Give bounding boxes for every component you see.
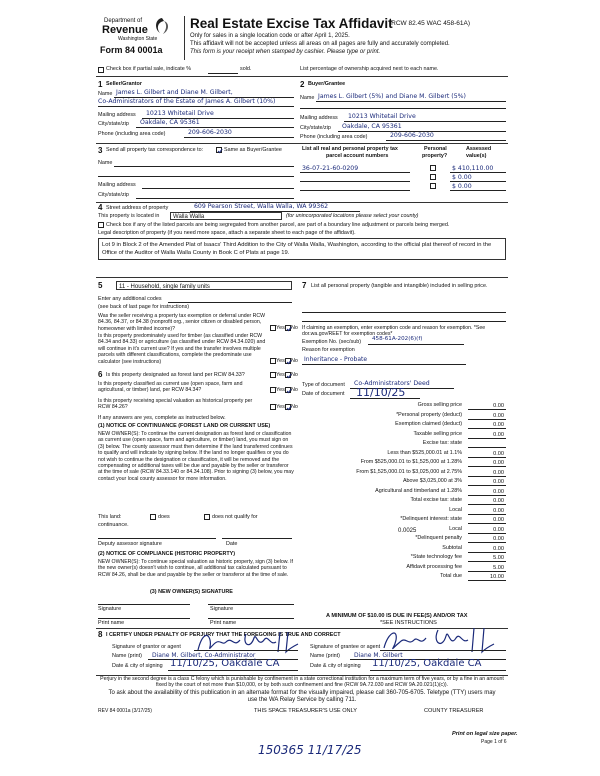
section7-heading: List all personal property (tangible and intangible) included in selling price. [311, 283, 488, 289]
same-as-buyer-checkbox[interactable] [216, 147, 222, 153]
tax-row-label: Local [449, 506, 462, 513]
section4-num: 4 [98, 203, 103, 212]
seller-city-label: City/state/zip [98, 121, 129, 127]
tax-row-value[interactable]: 0.00 [493, 479, 504, 485]
q2-yes-label: Yes [276, 358, 285, 364]
answer-note: If any answers are yes, complete as instructed below. [98, 415, 226, 421]
q2-no-label: No [291, 358, 298, 364]
grantor-name-label: Name (print) [112, 653, 142, 659]
personal-heading-2: property? [422, 153, 448, 159]
local-rate: 0.0025 [398, 528, 417, 534]
treasurer-use-only: THIS SPACE TREASURER'S USE ONLY [254, 708, 358, 714]
dept-line3: Washington State [118, 36, 158, 42]
tax-row-value[interactable]: 0.00 [493, 469, 504, 476]
legal-label: Legal description of property (if you need more space, attach a separate sheet to each page of the affidavit). [98, 230, 356, 236]
grantee-date[interactable]: 11/10/25, Oakdale CA [372, 658, 482, 669]
revision-number: REV 84 0001a (3/17/25) [98, 708, 152, 714]
tax-row-label: Agricultural and timberland at 1.28% [375, 487, 462, 494]
tax-row-label: Less than $525,000.01 at 1.1% [387, 449, 462, 456]
list-percentage-note: List percentage of ownership acquired next to each name. [300, 66, 439, 72]
assessed-value-2[interactable]: $ 0.00 [452, 174, 472, 181]
tax-row-label: Excise tax: state [422, 440, 462, 446]
tax-row-label: Affidavit processing fee [406, 563, 462, 570]
legal-paper-note: Print on legal size paper. [452, 731, 518, 737]
tax-row-label: *Personal property (deduct) [396, 411, 462, 418]
located-note: (for unincorporated locations please select your county) [286, 213, 419, 219]
forest-yes-label: Yes [276, 372, 285, 378]
tax-row-value[interactable]: 0.00 [493, 460, 504, 466]
seller-name-line2[interactable]: Co-Administrators of the Estate of James A. Gilbert (10%) [98, 98, 276, 105]
tax-row-label: Subtotal [442, 544, 462, 551]
grantor-name[interactable]: Diane M. Gilbert, Co-Administrator [152, 652, 256, 659]
tax-row-value[interactable]: 0.00 [493, 488, 504, 495]
tax-row-label: From $525,000.01 to $1,525,000 at 1.28% [360, 459, 462, 465]
section3-heading: Send all property tax correspondence to: [106, 147, 204, 153]
perjury-statement: Perjury in the second degree is a class C felony which is punishable by confinement in a state correctional institution for a maximum term of five years, or by a fine in an amount fixed by the court of not more than $10,000, or by both such confinement and fine (RCW 9A.72.030 and RCW 9A.20.021(1)(c)). [100, 676, 504, 688]
dept-line1: Department of [104, 18, 143, 24]
tax-row-value[interactable]: 10.00 [490, 574, 504, 580]
street-address[interactable]: 609 Pearson Street, Walla Walla, WA 99362 [194, 203, 329, 210]
buyer-name-line1[interactable]: James L. Gilbert (5%) and Diane M. Gilbert (5%) [318, 93, 466, 100]
tax-row-value[interactable]: 0.00 [493, 450, 504, 457]
section5-num: 5 [98, 281, 103, 290]
personal-property-checkbox-1[interactable] [430, 165, 436, 171]
tax-row-value[interactable]: 5.00 [493, 564, 504, 571]
seller-phone-label: Phone (including area code) [98, 131, 166, 137]
tax-row-label: From $1,525,000.01 to $3,025,000 at 2.75% [356, 468, 462, 475]
form-number: Form 84 0001a [100, 45, 163, 55]
seller-city[interactable]: Oakdale, CA 95361 [140, 119, 200, 126]
tax-row-value[interactable]: 5.00 [493, 555, 504, 561]
grantor-date[interactable]: 11/10/25, Oakdale CA [170, 658, 280, 669]
notice3-heading: (3) NEW OWNER(S) SIGNATURE [150, 589, 233, 595]
grantee-signature-label: Signature of grantee or agent [310, 644, 381, 650]
dor-swoosh-icon [152, 16, 172, 38]
does-label: does [158, 514, 170, 520]
tax-row-label: *Delinquent interest: state [400, 516, 462, 522]
assessed-value-3[interactable]: $ 0.00 [452, 183, 472, 190]
seller-mail-label: Mailing address [98, 112, 136, 118]
buyer-city-label: City/state/zip [300, 125, 331, 131]
legal-description: Lot 9 in Block 2 of the Amended Plat of Isaacs' Third Addition to the City of Walla Walla, Washington, according to the official plat thereof of record in the Office of the Auditor of Walla Walla County in Book C of Plats at page 19. [102, 242, 492, 256]
partial-sold: sold. [240, 66, 252, 72]
section6-q1: Is this property designated as forest land per RCW 84.33? [106, 372, 245, 378]
grantor-date-label: Date & city of signing [112, 663, 163, 669]
certify-statement: I CERTIFY UNDER PENALTY OF PERJURY THAT THE FOREGOING IS TRUE AND CORRECT [106, 632, 341, 638]
parcel-heading-2: parcel account numbers [326, 153, 389, 159]
recording-stamp: 150365 11/17/25 [258, 743, 362, 757]
tax-row-value[interactable]: 0.00 [493, 431, 504, 438]
doc-date[interactable]: 11/10/25 [356, 386, 406, 399]
q1-yes-label: Yes [276, 325, 285, 331]
exemption-note: If claiming an exemption, enter exemption code and reason for exemption. *See dor.wa.gov/REET for exemption codes* [302, 325, 486, 338]
buyer-phone-label: Phone (including area code) [300, 134, 368, 140]
seller-mail[interactable]: 10213 Whitetail Drive [146, 110, 214, 117]
assessed-value-1[interactable]: $ 410,110.00 [452, 165, 494, 172]
buyer-num: 2 [300, 80, 305, 89]
tax-row-value[interactable]: 0.00 [493, 536, 504, 542]
this-land-label: This land: [98, 514, 122, 520]
assessed-heading-1: Assessed [466, 146, 492, 152]
exemption-reason-label: Reason for exemption [302, 347, 355, 353]
tax-row-label: *State technology fee [410, 554, 462, 560]
partial-sale-checkbox[interactable] [98, 67, 104, 73]
does-not-label: does not qualify for [212, 514, 258, 520]
section5-q2: Is this property predominately used for timber (as classified under RCW 84.34 and 84.33) or agriculture (as classified under RCW 84.34.020) and will continue in it's current use? If yes and the transfer involves multiple parcels with different classifications, complete the predominate use calculator (see instructions) [98, 333, 266, 365]
see-back-label: (see back of last page for instructions) [98, 304, 190, 310]
notice2-text: NEW OWNER(S): To continue special valuation as historic property, sign (3) below. If the new owner(s) doesn't wish to continue, all additional tax calculated pursuant to RCW 84.26, shall be due and payable by the seller or transferor at the time of sale. [98, 559, 293, 578]
located-select[interactable] [170, 212, 282, 220]
section5-q1: Was the seller receiving a property tax exemption or deferral under RCW 84.36, 84.37, or 84.38 (nonprofit org., senior citizen or disabled person, homeowner with limited income)? [98, 313, 266, 332]
tax-row-value[interactable]: 0.00 [493, 403, 504, 409]
section6-q2: Is this property classified as current use (open space, farm and agricultural, or timber) land, per RCW 84.34? [98, 381, 243, 394]
exemption-number[interactable]: 458-61A-202(6)(f) [372, 336, 423, 342]
tax-row-label: Taxable selling price [413, 430, 462, 437]
note-1: Only for sales in a single location code or after April 1, 2025. [190, 33, 350, 39]
tax-row-label: *Delinquent penalty [415, 535, 462, 541]
section3-mail-label: Mailing address [98, 182, 136, 188]
notice1-heading: (1) NOTICE OF CONTINUANCE (FOREST LAND OR CURRENT USE) [98, 423, 271, 429]
notice1-text: NEW OWNER(S): To continue the current designation as forest land or classification as current use (open space, farm and agriculture, or timber) land, you must sign on (3) below. The county assessor must then determine if the land transferred continues to qualify and will indicate by signing below. If the land no longer qualifies or you do not wish to continue the designation or classification, it will be removed and the compensating or additional taxes will be due and payable by the seller or transferor at the time of sale (RCW 84.33.140 or 84.34.108). Prior to signing (3) below, you may contact your local county assessor for more information. [98, 431, 294, 482]
does-not-qualify-checkbox[interactable] [204, 514, 210, 520]
county-treasurer: COUNTY TREASURER [424, 708, 484, 714]
deputy-date-label: Date [226, 541, 238, 547]
tax-row-label: Exemption claimed (deduct) [395, 421, 462, 427]
section3-name-label: Name [98, 160, 113, 166]
section3-city-label: City/state/zip [98, 192, 129, 198]
historic-no-label: No [291, 404, 298, 410]
exemption-number-label: Exemption No. (sec/sub) [302, 339, 362, 345]
segregated-label: Check box if any of the listed parcels are being segregated from another parcel, are part of a boundary line adjustment or parcels being merged. [106, 222, 450, 228]
section6-q3: Is this property receiving special valuation as historical property per RCW 84.26? [98, 398, 253, 411]
deputy-signature-label: Deputy assessor signature [98, 541, 162, 547]
personal-property-checkbox-2[interactable] [430, 174, 436, 180]
check-mark-icon [217, 148, 223, 154]
parcel-heading-1: List all real and personal property tax [302, 146, 398, 152]
buyer-heading: Buyer/Grantee [308, 81, 346, 87]
form-title: Real Estate Excise Tax Affidavit [190, 16, 393, 31]
segregated-checkbox[interactable] [98, 222, 104, 228]
doc-type[interactable]: Co-Administrators' Deed [354, 380, 430, 387]
buyer-mail[interactable]: 10213 Whitetail Drive [348, 113, 416, 120]
seller-num: 1 [98, 80, 103, 89]
historic-yes-label: Yes [276, 404, 285, 410]
owner-signature-label-1: Signature [98, 606, 122, 612]
notice2-heading: (2) NOTICE OF COMPLIANCE (HISTORIC PROPERTY) [98, 551, 236, 557]
dor-logo [98, 16, 180, 62]
tax-row-label: Gross selling price [417, 402, 462, 408]
form-rcw: (RCW 82.45 WAC 458-61A) [389, 20, 471, 27]
personal-property-checkbox-3[interactable] [430, 183, 436, 189]
tax-row-label: Total due [440, 573, 462, 579]
section6-num: 6 [98, 370, 103, 379]
owner-signature-label-2: Signature [210, 606, 234, 612]
tax-row-value[interactable]: 0.00 [493, 526, 504, 533]
continuance-label: continuance. [98, 522, 129, 528]
current-use-yes-label: Yes [276, 387, 285, 393]
minimum-due-note: A MINIMUM OF $10.00 IS DUE IN FEE(S) AND/OR TAX [326, 613, 468, 619]
forest-no-label: No [291, 372, 298, 378]
parcel-number-1[interactable]: 36-07-21-60-0209 [302, 165, 359, 172]
owner-print-name-label-2: Print name [210, 620, 237, 626]
section8-num: 8 [98, 630, 103, 639]
buyer-name-label: Name [300, 95, 315, 101]
owner-print-name-label-1: Print name [98, 620, 125, 626]
same-as-buyer-label: Same as Buyer/Grantee [224, 147, 282, 153]
tax-row-value[interactable]: 0.00 [493, 545, 504, 552]
legal-description-box[interactable] [98, 238, 506, 260]
located-label: This property is located in [98, 213, 160, 219]
buyer-phone[interactable]: 209-606-2030 [390, 132, 434, 139]
seller-name-line1[interactable]: James L. Gilbert and Diane M. Gilbert, [116, 89, 233, 96]
grantee-name[interactable]: Diane M. Gilbert [354, 652, 403, 659]
grantor-signature-label: Signature of grantor or agent [112, 644, 181, 650]
located-value: Walla Walla [173, 214, 205, 220]
tax-row-value[interactable]: 0.00 [493, 412, 504, 419]
use-code-select[interactable] [116, 281, 292, 290]
see-instructions: *SEE INSTRUCTIONS [380, 620, 437, 626]
note-2: This affidavit will not be accepted unless all areas on all pages are fully and accurately completed. [190, 41, 450, 47]
tax-row-value[interactable]: 0.00 [493, 498, 504, 504]
section7-num: 7 [302, 281, 307, 290]
street-label: Street address of property [106, 205, 169, 211]
accessibility-note: To ask about the availability of this publication in an alternate format for the visually impaired, please call 360-705-6705. Teletype (TTY) users may use the WA Relay Service by calling 711. [108, 690, 496, 703]
tax-row-label: Local [449, 525, 462, 532]
partial-sale-label: Check box if partial sale, indicate % [106, 66, 192, 72]
current-use-no-label: No [291, 387, 298, 393]
dept-line2: Revenue [102, 24, 148, 36]
additional-codes-label: Enter any additional codes [98, 296, 162, 302]
exemption-reason[interactable]: Inheritance - Probate [304, 356, 368, 363]
personal-heading-1: Personal [424, 146, 447, 152]
assessed-heading-2: value(s) [466, 153, 487, 159]
use-code-value: 11 - Household, single family units [119, 283, 210, 290]
seller-heading: Seller/Grantor [106, 81, 142, 87]
grantee-name-label: Name (print) [310, 653, 340, 659]
seller-name-label: Name [98, 91, 113, 97]
buyer-mail-label: Mailing address [300, 115, 338, 121]
tax-row-label: Total excise tax: state [410, 497, 462, 503]
does-qualify-checkbox[interactable] [150, 514, 156, 520]
note-3: This form is your receipt when stamped by cashier. Please type or print. [190, 49, 381, 55]
tax-row-value[interactable]: 0.00 [493, 507, 504, 514]
buyer-city[interactable]: Oakdale, CA 95361 [342, 123, 402, 130]
doc-date-label: Date of document [302, 391, 345, 397]
q1-no-label: No [291, 325, 298, 331]
tax-row-label: Above $3,025,000 at 3% [402, 478, 462, 484]
seller-phone[interactable]: 209-606-2030 [188, 129, 232, 136]
doc-type-label: Type of document [302, 382, 345, 388]
page-number: Page 1 of 6 [481, 739, 507, 745]
tax-row-value[interactable]: 0.00 [493, 422, 504, 428]
tax-row-value[interactable]: 0.00 [493, 517, 504, 523]
grantee-date-label: Date & city of signing [310, 663, 361, 669]
section3-num: 3 [98, 146, 103, 155]
